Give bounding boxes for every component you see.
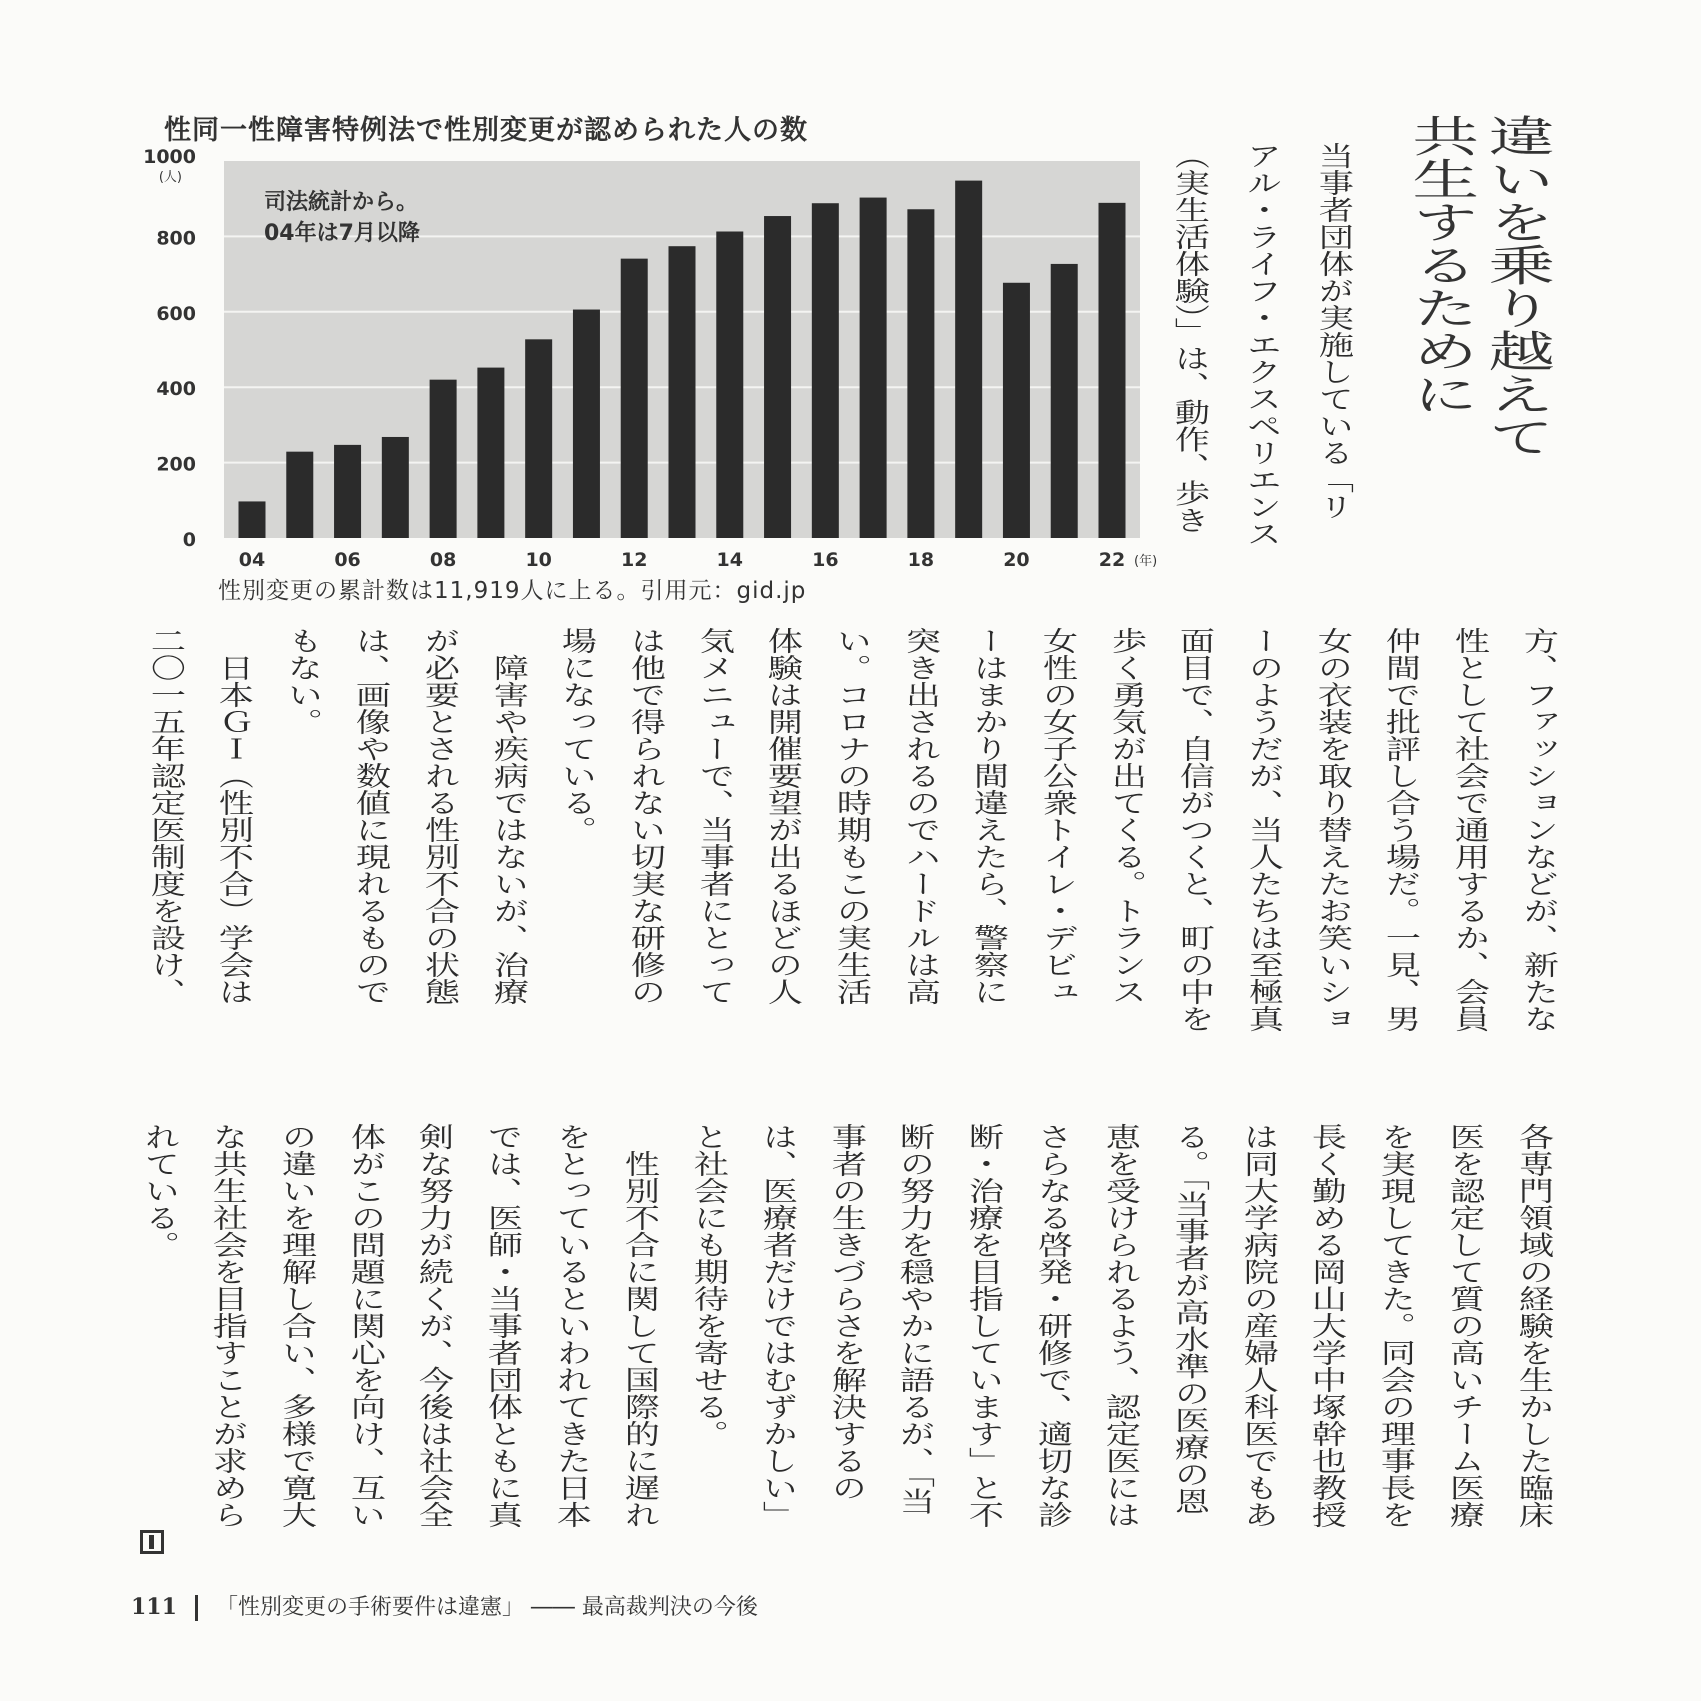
text-column: 各専門領域の経験を生かした臨床 bbox=[1511, 1123, 1553, 1528]
text-column: 気メニューで、当事者にとって bbox=[693, 627, 734, 1005]
chart-caption: 性別変更の累計数は11,919人に上る。引用元：gid.jp bbox=[218, 578, 807, 604]
text-column: 断の努力を穏やかに語るが、「当 bbox=[893, 1123, 934, 1515]
x-tick-label: 18 bbox=[907, 549, 935, 571]
text-column: では、医師・当事者団体ともに真 bbox=[481, 1123, 522, 1528]
text-column: と社会にも期待を寄せる。 bbox=[687, 1123, 728, 1447]
text-column: アル・ライフ・エクスペリエンス bbox=[1239, 142, 1281, 547]
text-column: 恵を受けられるよう、認定医には bbox=[1099, 1123, 1140, 1528]
bar-13 bbox=[669, 246, 696, 538]
bar-09 bbox=[477, 368, 504, 538]
text-column: さらなる啓発・研修で、適切な診 bbox=[1030, 1123, 1072, 1528]
text-column: 剣な努力が続くが、今後は社会全 bbox=[412, 1123, 453, 1528]
text-column: 体がこの問題に関心を向け、互い bbox=[343, 1123, 385, 1528]
bar-07 bbox=[382, 437, 409, 538]
heading-line: 違いを乗り越えて bbox=[1477, 114, 1555, 458]
chart-note: 04年は7月以降 bbox=[264, 221, 420, 246]
x-tick-label: 04 bbox=[238, 549, 266, 571]
text-column: は、医療者だけではむずかしい」 bbox=[756, 1123, 797, 1528]
y-axis-unit: (人) bbox=[158, 170, 182, 185]
running-title: 「性別変更の手術要件は違憲」 ―― 最高裁判決の今後 bbox=[215, 1595, 758, 1620]
text-column: は他で得られない切実な研修の bbox=[624, 627, 665, 1005]
text-column: 女の衣装を取り替えたお笑いショ bbox=[1310, 627, 1352, 1032]
text-column: れている。 bbox=[137, 1123, 179, 1258]
bar-19 bbox=[955, 181, 982, 538]
text-column: 仲間で批評し合う場だ。一見、男 bbox=[1379, 627, 1420, 1032]
y-tick-label: 1000 bbox=[143, 146, 196, 168]
text-column: 断・治療を目指しています」と不 bbox=[962, 1123, 1003, 1528]
bar-15 bbox=[764, 216, 791, 538]
text-column: 方、ファッションなどが、新たな bbox=[1516, 627, 1558, 1032]
text-column: ーはまかり間違えたら、警察に bbox=[967, 627, 1008, 1005]
y-tick-label: 800 bbox=[156, 227, 196, 250]
bar-16 bbox=[812, 203, 839, 538]
text-column: 日本ＧＩ（性別不合）学会は bbox=[212, 627, 253, 1005]
page-footer bbox=[131, 1590, 758, 1621]
text-column: を実現してきた。同会の理事長を bbox=[1374, 1123, 1415, 1528]
bar-22 bbox=[1099, 203, 1126, 538]
text-column: る。「当事者が高水準の医療の恩 bbox=[1168, 1123, 1209, 1515]
end-mark-icon bbox=[140, 1530, 164, 1554]
bar-08 bbox=[430, 380, 457, 538]
x-tick-label: 14 bbox=[716, 549, 744, 571]
x-tick-label: 16 bbox=[812, 549, 839, 571]
text-column: 突き出されるのでハードルは高 bbox=[898, 627, 940, 1005]
text-column: （実生活体験）」は、動作、歩き bbox=[1167, 142, 1209, 534]
text-column: い。コロナの時期もこの実生活 bbox=[830, 627, 871, 1005]
page-number: 111 bbox=[131, 1594, 177, 1620]
text-column: 事者の生きづらさを解決するの bbox=[824, 1123, 866, 1501]
x-tick-label: 06 bbox=[334, 549, 361, 571]
text-column: は、画像や数値に現れるもので bbox=[349, 627, 391, 1005]
y-tick-label: 0 bbox=[182, 529, 196, 551]
bar-chart bbox=[143, 146, 1160, 571]
bar-17 bbox=[860, 198, 887, 538]
text-column: 体験は開催要望が出るほどの人 bbox=[761, 627, 802, 1005]
text-column: 医を認定して質の高いチーム医療 bbox=[1443, 1123, 1484, 1528]
text-column: 面目で、自信がつくと、町の中を bbox=[1173, 627, 1214, 1032]
text-column: ーのようだが、当人たちは至極真 bbox=[1242, 627, 1283, 1032]
text-column: 女性の女子公衆トイレ・デビュ bbox=[1036, 627, 1077, 1005]
text-column: の違いを理解し合い、多様で寛大 bbox=[275, 1123, 316, 1528]
text-column: な共生社会を目指すことが求めら bbox=[206, 1123, 247, 1528]
text-column: 当事者団体が実施している「リ bbox=[1311, 142, 1353, 520]
text-column: 性として社会で通用するか、会員 bbox=[1448, 627, 1489, 1032]
text-column: 歩く勇気が出てくる。トランス bbox=[1104, 627, 1146, 1005]
divider bbox=[195, 1595, 198, 1621]
chart-title: 性同一性障害特例法で性別変更が認められた人の数 bbox=[164, 115, 808, 146]
chart-note: 司法統計から。 bbox=[264, 190, 419, 215]
x-tick-label: 08 bbox=[429, 549, 457, 571]
text-column: 長く勤める岡山大学中塚幹也教授 bbox=[1305, 1123, 1347, 1528]
text-column: が必要とされる性別不合の状態 bbox=[418, 627, 459, 1005]
bar-11 bbox=[573, 310, 600, 538]
x-axis-unit: (年) bbox=[1134, 554, 1158, 569]
x-tick-label: 20 bbox=[1003, 549, 1030, 571]
bar-12 bbox=[621, 259, 648, 538]
y-tick-label: 200 bbox=[156, 453, 196, 476]
bar-05 bbox=[286, 452, 313, 538]
text-column: もない。 bbox=[281, 627, 322, 735]
text-column: 場になっている。 bbox=[555, 627, 597, 843]
x-tick-label: 10 bbox=[525, 549, 552, 571]
text-column: 性別不合に関して国際的に遅れ bbox=[618, 1123, 660, 1528]
bar-04 bbox=[239, 501, 266, 538]
x-tick-label: 22 bbox=[1098, 549, 1126, 571]
bar-10 bbox=[525, 339, 552, 538]
bar-18 bbox=[907, 209, 934, 538]
text-column: 二〇一五年認定医制度を設け、 bbox=[143, 627, 185, 1005]
bar-06 bbox=[334, 445, 361, 538]
y-tick-label: 600 bbox=[156, 302, 196, 325]
bar-21 bbox=[1051, 264, 1078, 538]
bar-20 bbox=[1003, 283, 1030, 538]
text-column: 障害や疾病ではないが、治療 bbox=[487, 627, 528, 1005]
text-column: は同大学病院の産婦人科医でもあ bbox=[1237, 1123, 1278, 1528]
y-tick-label: 400 bbox=[156, 378, 196, 401]
text-column: をとっているといわれてきた日本 bbox=[550, 1123, 591, 1528]
bar-14 bbox=[716, 231, 743, 538]
heading-line: 共生するために bbox=[1401, 114, 1479, 415]
x-tick-label: 12 bbox=[620, 549, 648, 571]
